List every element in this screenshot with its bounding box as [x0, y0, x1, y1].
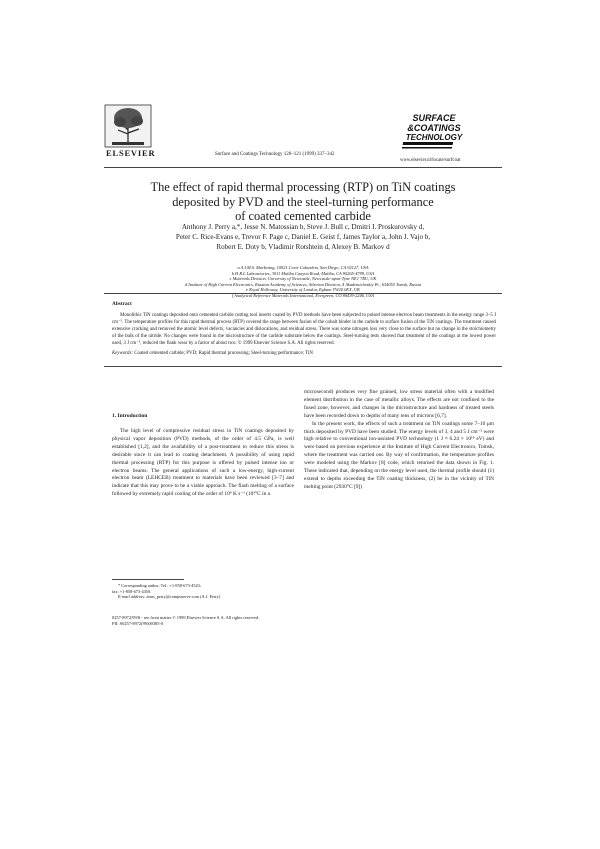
footnote-email-row	[112, 594, 294, 600]
journal-logo-line-2: &COATINGS	[407, 123, 461, 133]
title-line: deposited by PVD and the steel-turning performance	[172, 194, 434, 209]
affiliation: f Analytical Reference Materials International, Evergreen, CO 80439-2246, USA	[231, 292, 375, 298]
footnote	[112, 583, 294, 600]
affiliation: a A.I.M.S. Marketing, 10921 Corte Calandria, San Diego, CA 92127, USA	[237, 265, 369, 270]
author-line: Anthony J. Perry a,*, Jesse N. Matossian b, Steve J. Bull c, Dmitri I. Proskurovsky d,	[181, 223, 425, 231]
section-heading: 1. Introduction	[112, 413, 148, 419]
footnote-corresponding: * Corresponding author. Tel.: +1-858-673-4543;	[118, 583, 201, 588]
journal-logo-line-3: TECHNOLOGY	[405, 133, 463, 142]
abstract-top-divider	[104, 293, 502, 294]
author-line: Robert E. Doty b, Vladimir Rotshtein d, Alexey B. Markov d	[216, 243, 390, 251]
journal-logo	[400, 110, 464, 154]
pii-line: PII: S0257-8972(99)00385-0	[112, 621, 164, 626]
article-title	[104, 180, 502, 224]
left-column	[112, 428, 294, 499]
footnote-fax: fax: +1-858-673-4450.	[112, 588, 152, 594]
paragraph: In the present work, the effects of such a treatment on TiN coatings some 7–10 μm thick deposited by PVD have been studied. The energy levels of 3, 4 and 5 J cm⁻² were high relative to conventional ion-assisted PVD technology (1 J ≈ 6.24 × 10¹⁸ eV) and were based on previous experience at the Institute of High Current Electronics, Tomsk, where the treatment was carried out. By way of confirmation, the temperature profiles were modeled using the Markov [8] code, which returned the data shown in Fig. 1. These indicated that, depending on the energy level used, the thermal profile should (1) extend to depths exceeding the TiN coating thickness, (2) be in the vicinity of TiN melting point (2930°C [9])	[304, 420, 494, 490]
copyright-info	[112, 615, 259, 627]
keywords	[112, 351, 496, 356]
abstract-heading: Abstract	[112, 301, 132, 307]
affiliation: c Materials Division, University of Newcastle, Newcastle-upon-Tyne NE1 7RU, UK	[229, 276, 377, 281]
publisher-name: ELSEVIER	[106, 148, 156, 158]
affiliation: b H.R.L Laboratories, 3011 Malibu Canyon Road, Malibu, CA 90265-4799, USA	[231, 270, 375, 276]
footnote-email-label: E-mail address:	[118, 594, 146, 600]
journal-logo-line-1: SURFACE	[412, 113, 456, 123]
keywords-label: Keywords:	[112, 351, 134, 356]
right-column	[304, 389, 494, 492]
abstract-text: Monolithic TiN coatings deposited onto cemented carbide cutting tool inserts coated by PVD methods have been subjected to pulsed intense electron beam treatments in the energy range 3–5 J cm⁻². The temperature profiles for this rapid thermal process (RTP) covered the range between fusion of the cobalt binder in the carbide to surface fusion of the TiN coatings. The treatment caused extensive cracking and removed the atomic level defects, vacancies and dislocations, and residual stress. There was some nitrogen loss very close to the surface but no change in the stoichiometry of the bulk of the nitride. No changes were found in the microstructure of the carbide substrate below the coatings. Steel-turning tests showed that treatment of the coatings at the lowest power used, 3 J cm⁻², reduced the flank wear by a factor of about two. © 1999 Elsevier Science S.A. All rights reserved.	[112, 313, 496, 346]
author-line: Peter C. Rice-Evans e, Trevor F. Page c, Daniel E. Geist f, James Taylor a, John J. Vajo b,	[175, 233, 431, 241]
footnote-email[interactable]: aims_perry@compuserve.com (A.J. Perry)	[146, 594, 221, 600]
keywords-list: Coated cemented carbide; PVD; Rapid thermal processing; Steel-turning performance; TiN	[134, 351, 313, 356]
paragraph: The high level of compressive residual stress in TiN coatings deposited by physical vapor deposition (PVD) methods, of the order of 4.5 GPa, is well established [1,2], and the availability of a post-treatment to reduce this stress is desirable since it can lead to coating detachment. A possibility of using rapid thermal processing (RTP) for this purpose is offered by pulsed intense ion or electron beams. The general applications of such a low-energy, high-current electron beam (LEHCEB) treatment to materials have been reviewed [3–7] and indicate that this may prove to be a viable approach. The flash melting of a surface followed by extremely rapid cooling of the order of 10⁹ K s⁻¹ (10³°C in a	[112, 428, 294, 498]
title-line: of coated cemented carbide	[235, 209, 371, 223]
journal-reference: Surface and Coatings Technology 120–121 (1999) 337–342	[215, 152, 335, 157]
footnote-divider	[112, 579, 184, 580]
affiliation: e Royal Holloway, University of London, Egham TW20 0EX, UK	[246, 287, 360, 292]
journal-url[interactable]: www.elsevier.nl/locate/surfcoat	[400, 158, 461, 163]
elsevier-tree-logo	[104, 104, 152, 148]
header-divider	[104, 167, 502, 168]
paragraph: microsecond) produces very fine grained, low stress material often with a modified element distribution in the case of metallic alloys. The effects are not confined to the fused zone, however, and changes in the microstructure and hardness of treated steels have been recorded down to depths of many tens of microns [6,7].	[304, 389, 494, 419]
author-list	[104, 222, 502, 252]
title-line: The effect of rapid thermal processing (RTP) on TiN coatings	[150, 180, 456, 194]
copyright-line: 0257-8972/99/$ - see front matter © 1999 Elsevier Science S.A. All rights reserved.	[112, 615, 260, 620]
abstract-bottom-divider	[104, 366, 502, 367]
affiliation: d Institute of High Current Electronics, Russian Academy of Sciences, Siberian Division, 4 Akademicheskiy Pr., 634055 Tomsk, Russia	[184, 281, 422, 287]
